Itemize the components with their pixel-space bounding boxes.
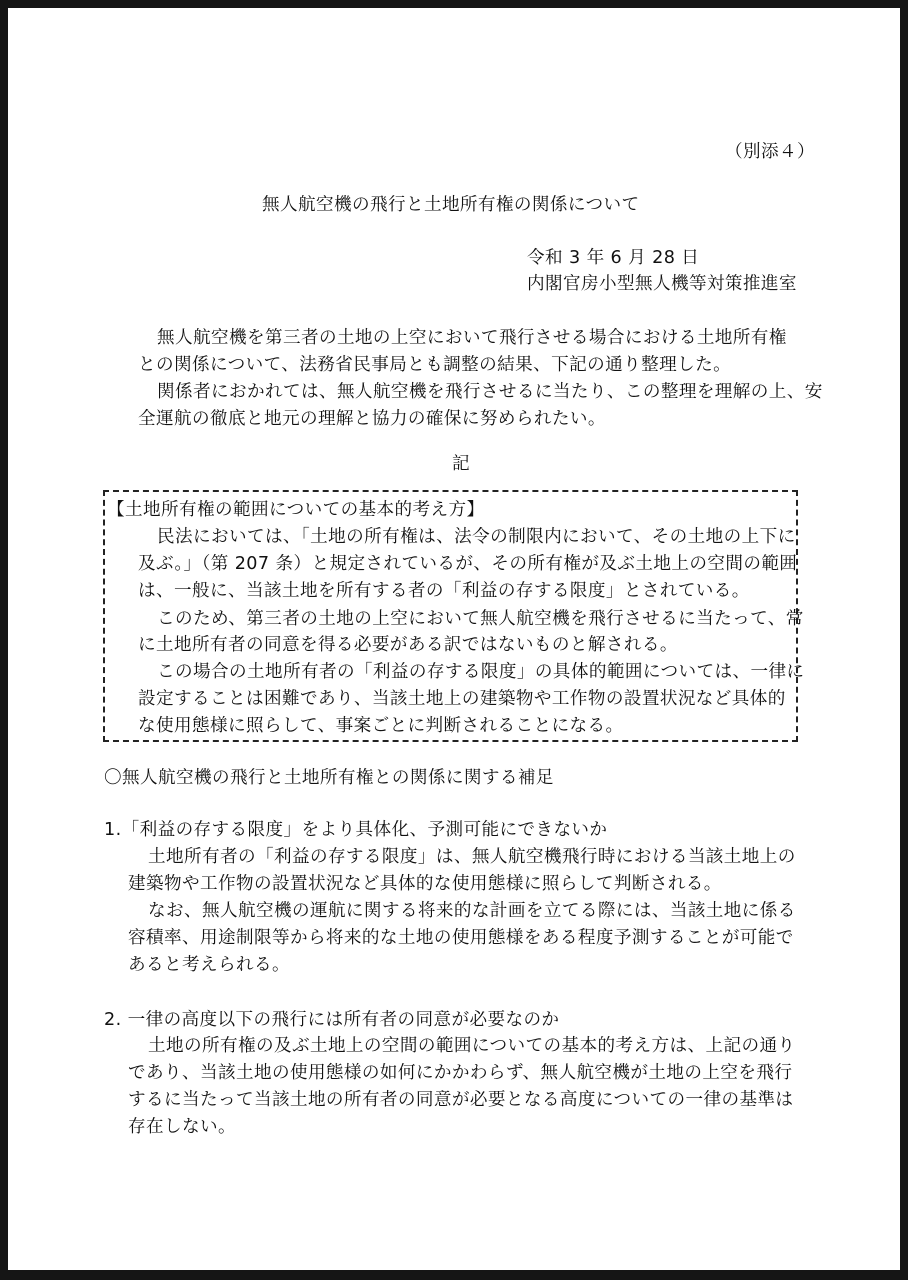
- document-page: [8, 8, 900, 1270]
- box-line: な使用態様に照らして、事案ごとに判断されることになる。: [138, 716, 624, 736]
- section-line: であり、当該土地の使用態様の如何にかかわらず、無人航空機が土地の上空を飛行: [128, 1063, 793, 1083]
- ki-marker: 記: [452, 454, 470, 474]
- section-heading: 2. 一律の高度以下の飛行には所有者の同意が必要なのか: [104, 1010, 560, 1030]
- body-line: との関係について、法務省民事局とも調整の結果、下記の通り整理した。: [138, 355, 732, 375]
- section-line: あると考えられる。: [128, 955, 290, 975]
- section-line: 建築物や工作物の設置状況など具体的な使用態様に照らして判断される。: [128, 874, 722, 894]
- section-line: するに当たって当該土地の所有者の同意が必要となる高度についての一律の基準は: [128, 1090, 794, 1110]
- section-heading: 1.「利益の存する限度」をより具体化、予測可能にできないか: [104, 820, 608, 840]
- box-line: 及ぶ。」（第 207 条）と規定されているが、その所有権が及ぶ土地上の空間の範囲: [138, 554, 798, 574]
- attachment-label: （別添４）: [725, 142, 815, 162]
- document-issuer: 内閣官房小型無人機等対策推進室: [527, 274, 797, 294]
- document-title: 無人航空機の飛行と土地所有権の関係について: [262, 195, 640, 215]
- section-line: なお、無人航空機の運航に関する将来的な計画を立てる際には、当該土地に係る: [148, 901, 796, 921]
- box-line: に土地所有者の同意を得る必要がある訳ではないものと解される。: [138, 635, 678, 655]
- supplement-heading: 〇無人航空機の飛行と土地所有権との関係に関する補足: [104, 768, 554, 788]
- box-line: この場合の土地所有者の「利益の存する限度」の具体的範囲については、一律に: [157, 662, 805, 682]
- box-heading: 【土地所有権の範囲についての基本的考え方】: [107, 500, 485, 520]
- body-line: 関係者におかれては、無人航空機を飛行させるに当たり、この整理を理解の上、安: [157, 382, 823, 402]
- section-line: 容積率、用途制限等から将来的な土地の使用態様をある程度予測することが可能で: [128, 928, 794, 948]
- box-line: 設定することは困難であり、当該土地上の建築物や工作物の設置状況など具体的: [138, 689, 786, 709]
- section-line: 土地の所有権の及ぶ土地上の空間の範囲についての基本的考え方は、上記の通り: [148, 1036, 796, 1056]
- body-line: 無人航空機を第三者の土地の上空において飛行させる場合における土地所有権: [157, 328, 787, 348]
- section-line: 土地所有者の「利益の存する限度」は、無人航空機飛行時における当該土地上の: [148, 847, 796, 867]
- body-line: 全運航の徹底と地元の理解と協力の確保に努められたい。: [138, 409, 606, 429]
- box-line: 民法においては、「土地の所有権は、法令の制限内において、その土地の上下に: [157, 527, 796, 547]
- section-line: 存在しない。: [128, 1117, 236, 1137]
- box-line: このため、第三者の土地の上空において無人航空機を飛行させるに当たって、常: [157, 609, 804, 629]
- box-line: は、一般に、当該土地を所有する者の「利益の存する限度」とされている。: [138, 581, 750, 601]
- document-date: 令和 3 年 6 月 28 日: [527, 248, 700, 268]
